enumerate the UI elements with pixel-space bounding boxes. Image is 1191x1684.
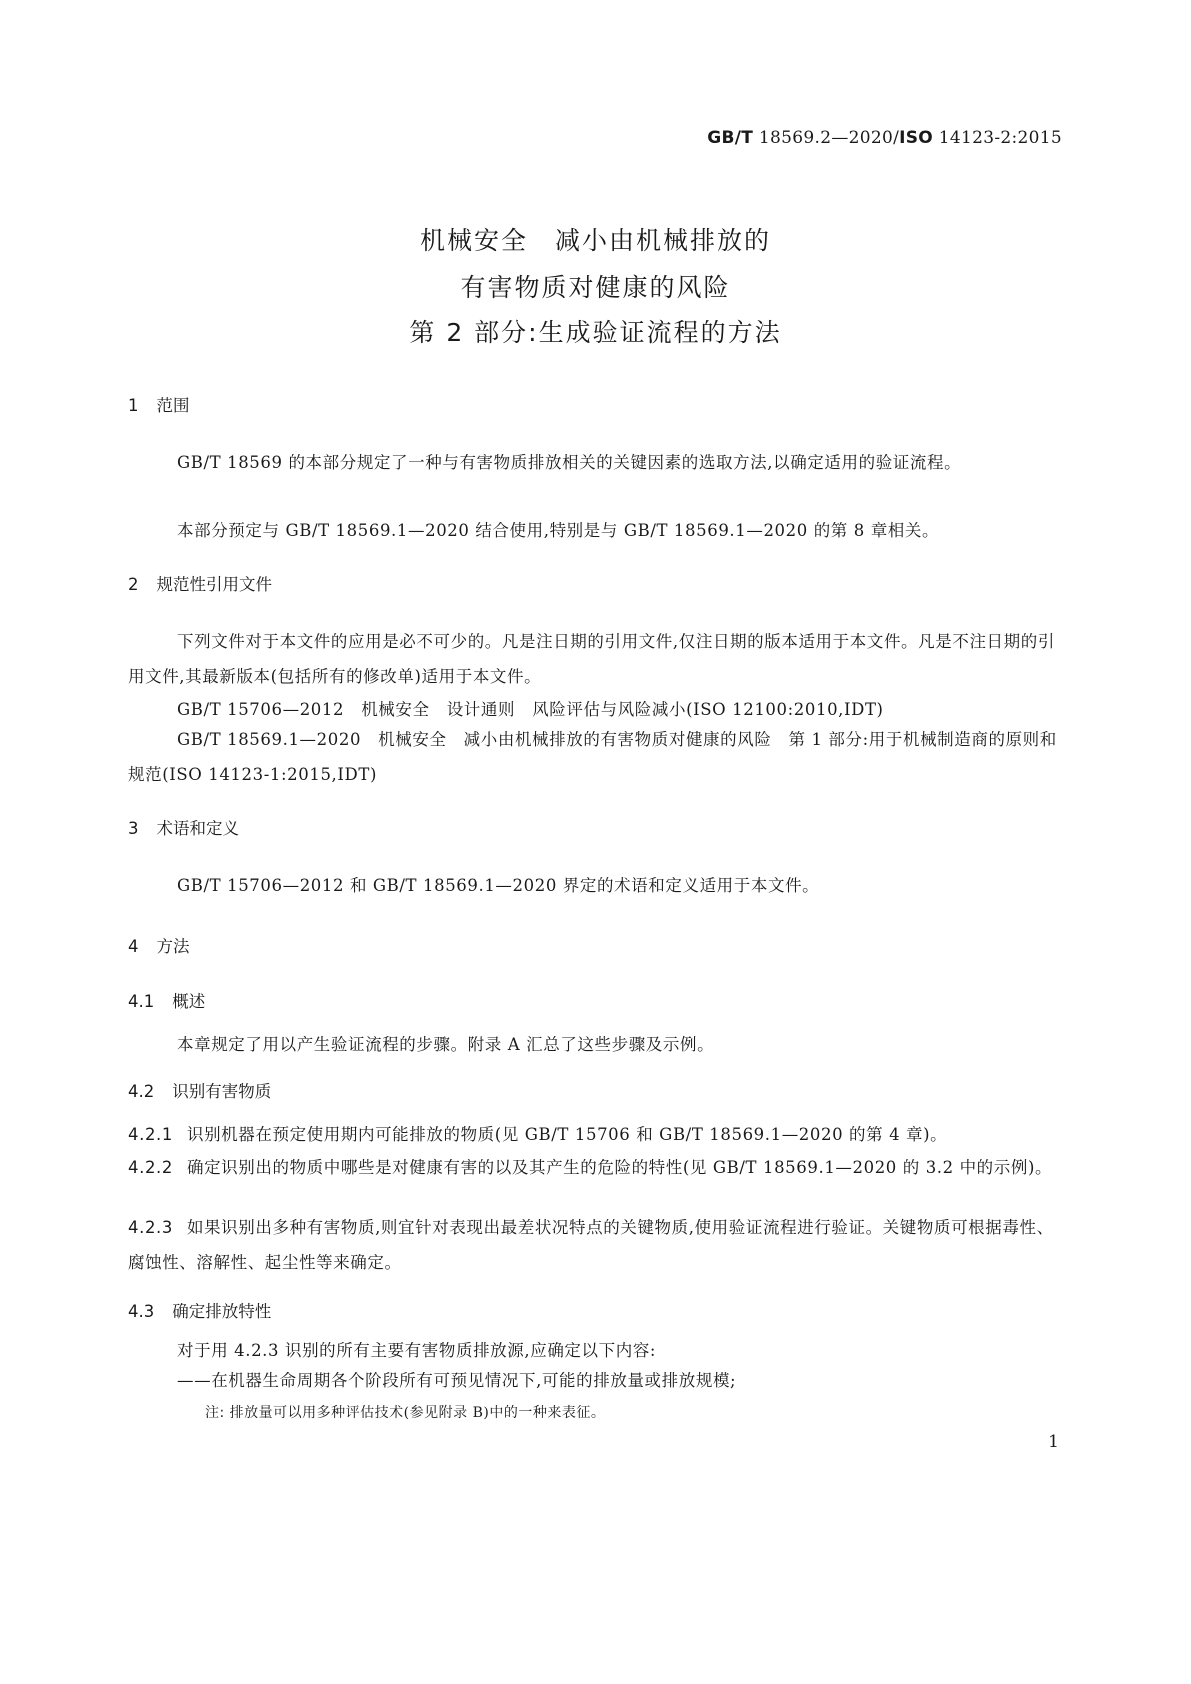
page-number: 1 (1048, 1432, 1059, 1452)
clause-number: 4.2.3 (128, 1218, 173, 1237)
standard-prefix: GB/T (707, 128, 754, 148)
normative-reference-1: GB/T 15706—2012 机械安全 设计通则 风险评估与风险减小(ISO 12100:2010,IDT) (177, 700, 884, 719)
note-text: 排放量可以用多种评估技术(参见附录 B)中的一种来表征。 (229, 1405, 606, 1421)
subsection-4-3-heading (128, 1298, 271, 1322)
section-3-paragraph-1: GB/T 15706—2012 和 GB/T 18569.1—2020 界定的术语和定义适用于本文件。 (177, 876, 820, 895)
normative-reference-2: GB/T 18569.1—2020 机械安全 减小由机械排放的有害物质对健康的风险 第 1 部分:用于机械制造商的原则和规范(ISO 14123-1:2015,IDT) (128, 730, 1057, 784)
section-title: 术语和定义 (156, 819, 239, 838)
note-label: 注: (205, 1405, 225, 1421)
subsection-4-3-paragraph: 对于用 4.2.3 识别的所有主要有害物质排放源,应确定以下内容: (177, 1341, 657, 1360)
subsection-4-1-heading (128, 988, 205, 1012)
section-number: 2 (128, 575, 139, 594)
section-number: 4.3 (128, 1302, 155, 1321)
section-2-paragraph-1: 下列文件对于本文件的应用是必不可少的。凡是注日期的引用文件,仅注日期的版本适用于本文件。凡是不注日期的引用文件,其最新版本(包括所有的修改单)适用于本文件。 (128, 632, 1055, 686)
standard-code: 18569.2—2020/ (758, 128, 900, 148)
section-title: 方法 (156, 937, 190, 956)
section-title: 范围 (156, 396, 190, 415)
title-line-3: 第 2 部分:生成验证流程的方法 (409, 318, 782, 347)
section-number: 4.2 (128, 1082, 155, 1101)
section-number: 3 (128, 819, 139, 838)
title-line-2: 有害物质对健康的风险 (460, 273, 731, 302)
section-title: 识别有害物质 (172, 1082, 272, 1101)
clause-4-2-1 (128, 1117, 1062, 1152)
subsection-4-3-dash-item: ——在机器生命周期各个阶段所有可预见情况下,可能的排放量或排放规模; (177, 1371, 737, 1390)
section-3-heading (128, 815, 239, 839)
section-1-paragraph-2: 本部分预定与 GB/T 18569.1—2020 结合使用,特别是与 GB/T 18569.1—2020 的第 8 章相关。 (177, 521, 940, 540)
clause-number: 4.2.2 (128, 1158, 173, 1177)
section-number: 4.1 (128, 992, 155, 1011)
title-line-1: 机械安全 减小由机械排放的 (419, 226, 771, 255)
section-title: 确定排放特性 (172, 1302, 272, 1321)
section-4-heading (128, 933, 190, 957)
section-title: 概述 (172, 992, 206, 1011)
section-1-paragraph-1: GB/T 18569 的本部分规定了一种与有害物质排放相关的关键因素的选取方法,以确定适用的验证流程。 (177, 453, 962, 472)
section-1-heading (128, 392, 190, 416)
subsection-4-2-heading (128, 1078, 271, 1102)
iso-prefix: ISO (899, 128, 934, 148)
clause-text: 识别机器在预定使用期内可能排放的物质(见 GB/T 15706 和 GB/T 18569.1—2020 的第 4 章)。 (186, 1125, 948, 1144)
standard-number (707, 128, 1062, 148)
section-number: 1 (128, 396, 139, 415)
section-2-heading (128, 571, 272, 595)
note (205, 1402, 605, 1422)
clause-text: 如果识别出多种有害物质,则宜针对表现出最差状况特点的关键物质,使用验证流程进行验证。关键物质可根据毒性、腐蚀性、溶解性、起尘性等来确定。 (128, 1218, 1054, 1272)
subsection-4-1-paragraph: 本章规定了用以产生验证流程的步骤。附录 A 汇总了这些步骤及示例。 (177, 1035, 715, 1054)
section-title: 规范性引用文件 (156, 575, 272, 594)
clause-4-2-2 (128, 1150, 1062, 1185)
section-number: 4 (128, 937, 139, 956)
clause-number: 4.2.1 (128, 1125, 173, 1144)
iso-code: 14123-2:2015 (938, 128, 1062, 148)
clause-text: 确定识别出的物质中哪些是对健康有害的以及其产生的危险的特性(见 GB/T 18569.1—2020 的 3.2 中的示例)。 (186, 1158, 1053, 1177)
clause-4-2-3 (128, 1210, 1062, 1280)
